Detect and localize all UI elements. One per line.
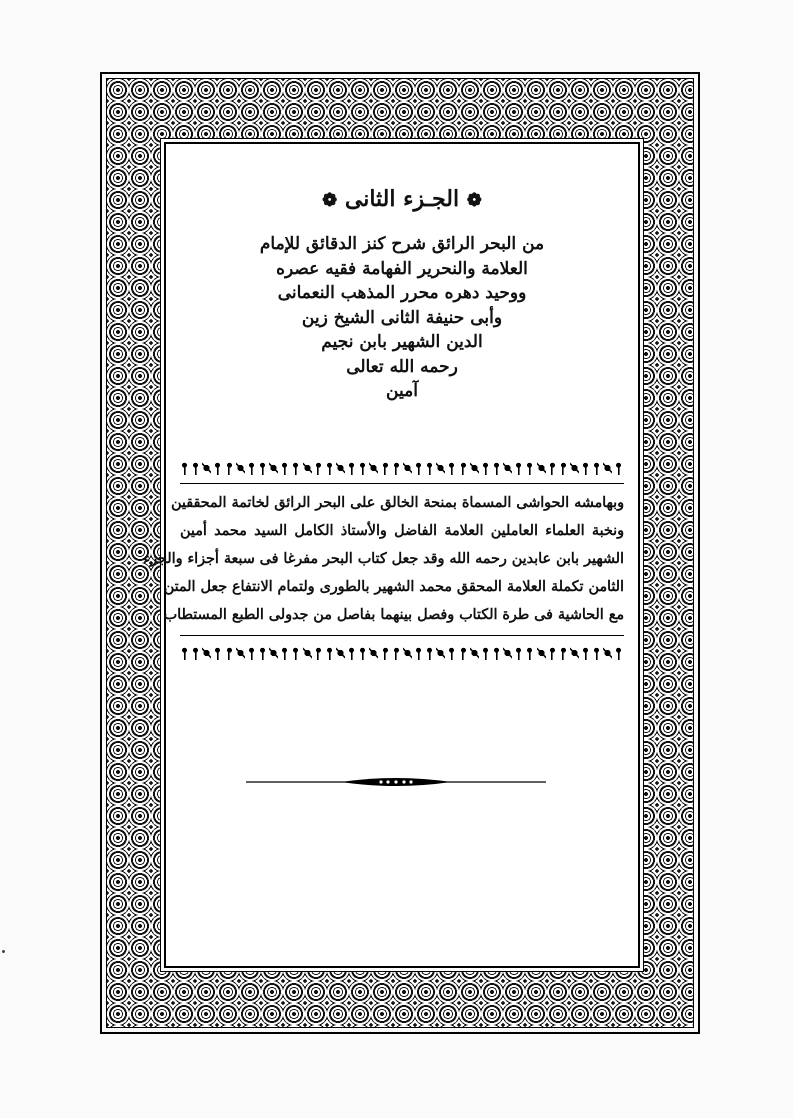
divider-rule xyxy=(180,635,624,636)
ornament-motif xyxy=(581,646,590,660)
ornament-motif xyxy=(447,461,456,475)
ornament-motif xyxy=(358,646,367,660)
volume-title-text: الجـزء الثانى xyxy=(344,186,460,212)
ornamental-frame xyxy=(100,72,700,1034)
ornament-motif xyxy=(525,646,534,660)
ornament-motif xyxy=(247,461,256,475)
ornament-motif xyxy=(213,646,222,660)
title-ornament-right: ❁ xyxy=(466,190,482,211)
ornament-motif xyxy=(436,461,445,475)
main-text-line: رحمه الله تعالى xyxy=(346,356,458,377)
ornament-motif xyxy=(336,646,345,660)
ornament-motif xyxy=(403,461,412,475)
title-page-content xyxy=(143,144,638,966)
title-panel xyxy=(143,142,640,968)
ornament-motif xyxy=(392,461,401,475)
ornament-motif xyxy=(291,646,300,660)
flourish-divider xyxy=(246,775,546,789)
ornament-motif xyxy=(503,461,512,475)
ornament-motif xyxy=(503,646,512,660)
ornament-motif xyxy=(459,461,468,475)
ornament-motif xyxy=(202,461,211,475)
main-text-line: العلامة والنحرير الفهامة فقيه عصره xyxy=(276,258,528,279)
ornament-motif xyxy=(481,461,490,475)
ornament-motif xyxy=(191,461,200,475)
ornament-motif xyxy=(603,646,612,660)
margin-text-line: ونخبة العلماء العاملين العلامة الفاضل والأستاذ الكامل السيد محمد أمين xyxy=(180,523,624,539)
ornament-motif xyxy=(325,646,334,660)
main-text-line: وأبى حنيفة الثانى الشيخ زين xyxy=(301,307,503,328)
ornament-motif xyxy=(537,646,546,660)
main-text-line: الدين الشهير بابن نجيم xyxy=(321,332,483,352)
ornament-motif xyxy=(403,646,412,660)
title-ornament-left: ❁ xyxy=(322,190,338,211)
ornament-divider-bottom xyxy=(180,642,624,664)
ornament-motif xyxy=(369,461,378,475)
ornament-motif xyxy=(570,646,579,660)
ornament-motif xyxy=(269,461,278,475)
ornament-motif xyxy=(280,461,289,475)
ornament-motif xyxy=(314,461,323,475)
ornament-motif xyxy=(314,646,323,660)
ornament-motif xyxy=(336,461,345,475)
ornament-motif xyxy=(247,646,256,660)
ornament-motif xyxy=(570,461,579,475)
ornament-motif xyxy=(470,461,479,475)
ornament-motif xyxy=(581,461,590,475)
divider-rule xyxy=(180,483,624,484)
ornament-motif xyxy=(525,461,534,475)
volume-title xyxy=(166,186,638,212)
margin-text-line: مع الحاشية فى طرة الكتاب وفصل بينهما بفاصل من جدولى الطبع المستطاب xyxy=(163,607,624,623)
ornament-motif xyxy=(614,646,623,660)
ornament-motif xyxy=(592,461,601,475)
ornament-motif xyxy=(225,646,234,660)
ornament-motif xyxy=(548,461,557,475)
ornament-motif xyxy=(213,461,222,475)
main-text-line: ووحيد دهره محرر المذهب النعمانى xyxy=(277,283,527,303)
ornament-motif xyxy=(559,646,568,660)
ornament-motif xyxy=(514,461,523,475)
ornament-motif xyxy=(603,461,612,475)
ornament-motif xyxy=(414,461,423,475)
ornament-motif xyxy=(414,646,423,660)
ornament-motif xyxy=(459,646,468,660)
ornament-motif xyxy=(236,646,245,660)
ornament-motif xyxy=(492,646,501,660)
ornament-motif xyxy=(347,461,356,475)
ornament-motif xyxy=(548,646,557,660)
ornament-motif xyxy=(369,646,378,660)
ornament-motif xyxy=(436,646,445,660)
ornament-motif xyxy=(225,461,234,475)
ornament-motif xyxy=(303,646,312,660)
ornament-motif xyxy=(492,461,501,475)
margin-text-line: الشهير بابن عابدين رحمه الله وقد جعل كتاب البحر مفرغا فى سبعة أجزاء والجزء xyxy=(143,551,624,567)
margin-text-line: وبهامشه الحواشى المسماة بمنحة الخالق على البحر الرائق لخاتمة المحققين xyxy=(171,495,624,511)
main-text-line: من البحر الرائق شرح كنز الدقائق للإمام xyxy=(259,234,545,254)
ornament-motif xyxy=(258,461,267,475)
ornament-motif xyxy=(258,646,267,660)
ornament-divider-top xyxy=(180,457,624,479)
ornament-motif xyxy=(303,461,312,475)
ornament-motif xyxy=(447,646,456,660)
margin-notes-block xyxy=(143,489,624,629)
ornament-motif xyxy=(202,646,211,660)
ornament-motif xyxy=(537,461,546,475)
ornament-motif xyxy=(347,646,356,660)
main-title-block xyxy=(186,232,618,404)
ornament-motif xyxy=(614,461,623,475)
ornament-motif xyxy=(470,646,479,660)
ornament-motif xyxy=(180,646,189,660)
ornament-motif xyxy=(358,461,367,475)
ornament-motif xyxy=(392,646,401,660)
ornament-motif xyxy=(481,646,490,660)
ornament-motif xyxy=(514,646,523,660)
ornament-motif xyxy=(592,646,601,660)
ornament-motif xyxy=(291,461,300,475)
ornament-motif xyxy=(559,461,568,475)
main-text-line: آمين xyxy=(386,381,418,401)
ornament-motif xyxy=(180,461,189,475)
ornament-motif xyxy=(425,461,434,475)
ornament-motif xyxy=(381,461,390,475)
ornament-motif xyxy=(325,461,334,475)
ornament-motif xyxy=(236,461,245,475)
paper-speck xyxy=(2,950,5,953)
margin-text-line: الثامن تكملة العلامة المحقق محمد الشهير بالطورى ولتمام الانتفاع جعل المتن xyxy=(163,579,624,595)
ornament-motif xyxy=(191,646,200,660)
ornament-motif xyxy=(280,646,289,660)
ornament-motif xyxy=(425,646,434,660)
ornament-motif xyxy=(381,646,390,660)
ornament-motif xyxy=(269,646,278,660)
